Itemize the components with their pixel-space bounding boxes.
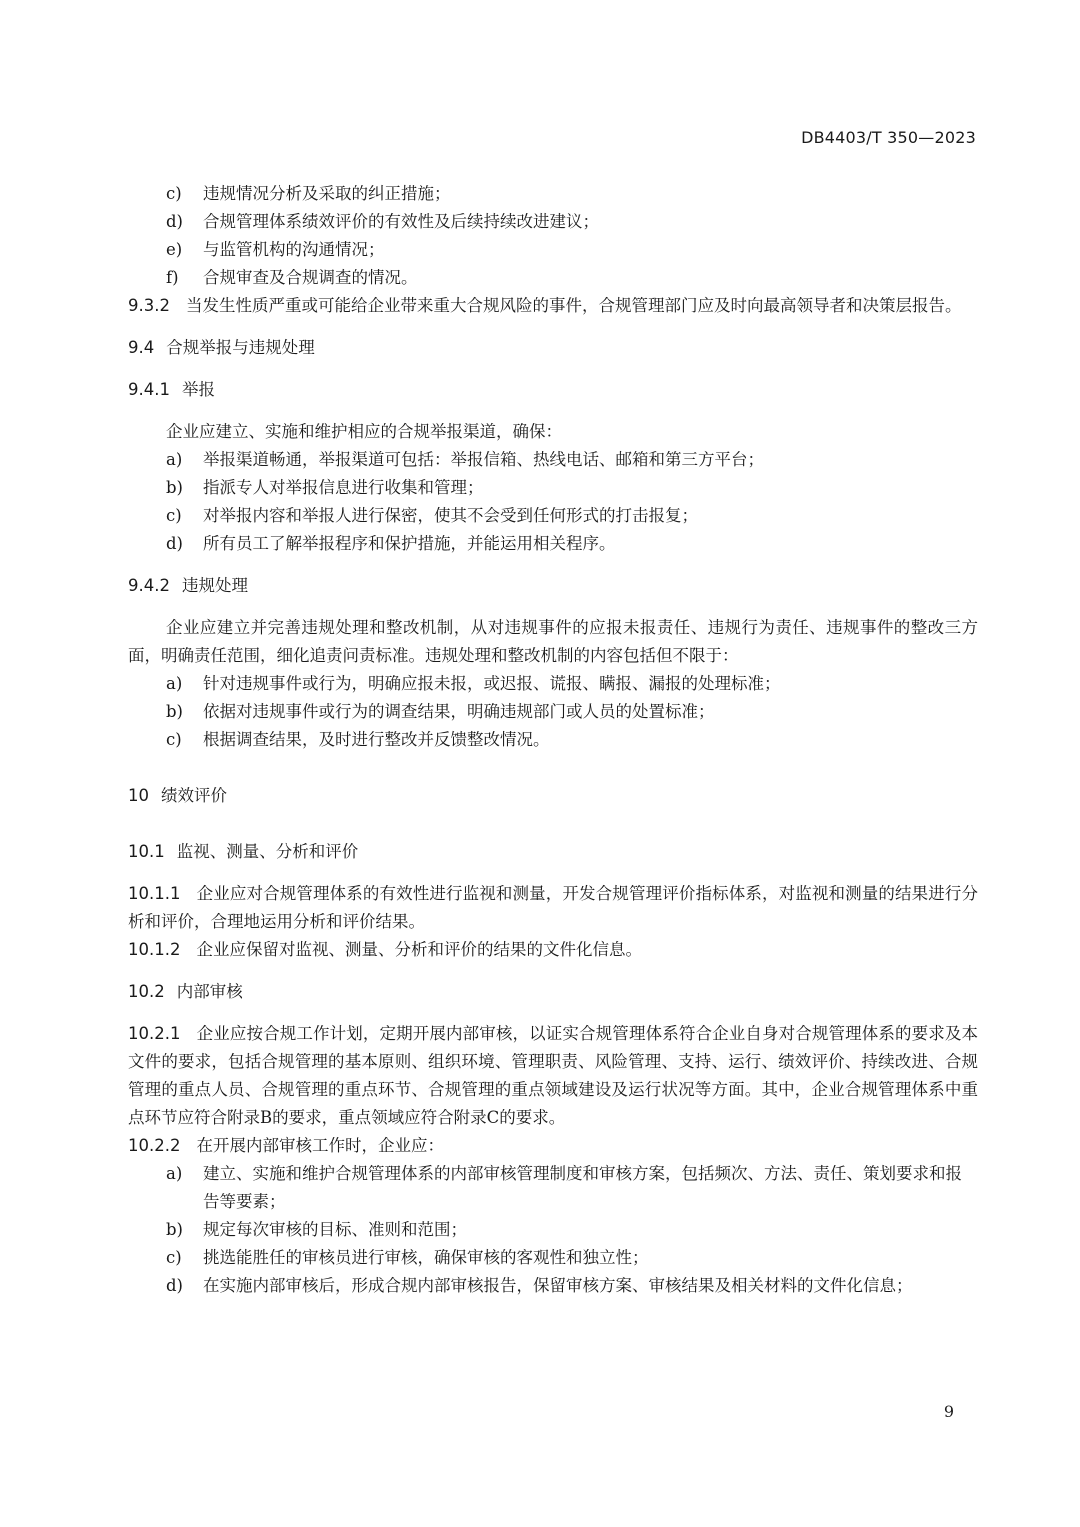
clause-number: 10.1.1 xyxy=(128,884,181,903)
list-item xyxy=(128,1272,978,1300)
clause-number: 9.3.2 xyxy=(128,296,170,315)
clause-text: 在开展内部审核工作时，企业应： xyxy=(196,1136,444,1155)
list-item xyxy=(128,474,978,502)
heading-10 xyxy=(128,782,978,810)
item-text: 依据对违规事件或行为的调查结果，明确违规部门或人员的处置标准； xyxy=(203,702,715,721)
item-label: a) xyxy=(166,450,183,469)
document-id: DB4403/T 350—2023 xyxy=(801,128,976,147)
clause-number: 10.1.2 xyxy=(128,940,181,959)
item-label: d) xyxy=(166,534,183,553)
item-text: 针对违规事件或行为，明确应报未报，或迟报、谎报、瞒报、漏报的处理标准； xyxy=(203,674,781,693)
clause-9-3-2 xyxy=(128,292,978,320)
heading-9-4 xyxy=(128,334,978,362)
heading-number: 9.4.1 xyxy=(128,380,170,399)
clause-10-1-1 xyxy=(128,880,978,936)
item-label: b) xyxy=(166,702,183,721)
item-text: 合规管理体系绩效评价的有效性及后续持续改进建议； xyxy=(203,212,599,231)
heading-number: 10.2 xyxy=(128,982,165,1001)
list-item xyxy=(128,1244,978,1272)
page-number: 9 xyxy=(943,1402,954,1421)
item-label: d) xyxy=(166,1276,183,1295)
clause-number: 10.2.1 xyxy=(128,1024,181,1043)
heading-number: 9.4.2 xyxy=(128,576,170,595)
clause-10-2-2 xyxy=(128,1132,978,1160)
clause-10-2-1 xyxy=(128,1020,978,1132)
item-text: 建立、实施和维护合规管理体系的内部审核管理制度和审核方案，包括频次、方法、责任、策划要求和报告等要素； xyxy=(203,1164,962,1211)
item-label: a) xyxy=(166,674,183,693)
item-text: 指派专人对举报信息进行收集和管理； xyxy=(203,478,484,497)
heading-title: 监视、测量、分析和评价 xyxy=(176,842,359,861)
clause-number: 10.2.2 xyxy=(128,1136,181,1155)
item-text: 挑选能胜任的审核员进行审核，确保审核的客观性和独立性； xyxy=(203,1248,649,1267)
para-9-4-2: 企业应建立并完善违规处理和整改机制，从对违规事件的应报未报责任、违规行为责任、违规事件的整改三方面，明确责任范围，细化追责问责标准。违规处理和整改机制的内容包括但不限于： xyxy=(128,618,978,665)
item-text: 对举报内容和举报人进行保密，使其不会受到任何形式的打击报复； xyxy=(203,506,698,525)
list-9-3-1 xyxy=(128,180,978,292)
item-label: c) xyxy=(166,506,182,525)
item-label: a) xyxy=(166,1164,183,1183)
heading-9-4-2 xyxy=(128,572,978,600)
heading-number: 10.1 xyxy=(128,842,165,861)
list-item xyxy=(128,726,978,754)
item-text: 合规审查及合规调查的情况。 xyxy=(203,268,418,287)
para-9-4-1: 企业应建立、实施和维护相应的合规举报渠道，确保： xyxy=(166,422,562,441)
list-10-2-2 xyxy=(128,1160,978,1300)
clause-text: 当发生性质严重或可能给企业带来重大合规风险的事件，合规管理部门应及时向最高领导者和决策层报告。 xyxy=(185,296,962,315)
list-item xyxy=(128,264,978,292)
list-item xyxy=(128,236,978,264)
heading-number: 10 xyxy=(128,786,149,805)
item-text: 违规情况分析及采取的纠正措施； xyxy=(203,184,451,203)
list-item xyxy=(128,180,978,208)
list-item xyxy=(128,502,978,530)
item-text: 在实施内部审核后，形成合规内部审核报告，保留审核方案、审核结果及相关材料的文件化信息； xyxy=(203,1276,913,1295)
item-label: b) xyxy=(166,478,183,497)
list-9-4-1 xyxy=(128,446,978,558)
list-item xyxy=(128,670,978,698)
item-text: 举报渠道畅通，举报渠道可包括：举报信箱、热线电话、邮箱和第三方平台； xyxy=(203,450,764,469)
item-text: 规定每次审核的目标、准则和范围； xyxy=(203,1220,467,1239)
heading-10-2 xyxy=(128,978,978,1006)
clause-text: 企业应对合规管理体系的有效性进行监视和测量，开发合规管理评价指标体系，对监视和测量的结果进行分析和评价，合理地运用分析和评价结果。 xyxy=(128,884,978,931)
page-content xyxy=(128,180,978,1300)
item-label: f) xyxy=(166,268,179,287)
list-item xyxy=(128,530,978,558)
item-label: d) xyxy=(166,212,183,231)
item-text: 与监管机构的沟通情况； xyxy=(203,240,385,259)
list-item xyxy=(128,208,978,236)
list-item xyxy=(128,1160,978,1216)
clause-10-1-2 xyxy=(128,936,978,964)
heading-title: 违规处理 xyxy=(181,576,248,595)
clause-text: 企业应保留对监视、测量、分析和评价的结果的文件化信息。 xyxy=(196,940,642,959)
item-label: c) xyxy=(166,1248,182,1267)
list-item xyxy=(128,1216,978,1244)
item-text: 根据调查结果，及时进行整改并反馈整改情况。 xyxy=(203,730,550,749)
heading-10-1 xyxy=(128,838,978,866)
item-label: c) xyxy=(166,730,182,749)
list-item xyxy=(128,698,978,726)
heading-title: 内部审核 xyxy=(176,982,243,1001)
heading-9-4-1 xyxy=(128,376,978,404)
heading-title: 绩效评价 xyxy=(161,786,227,805)
item-text: 所有员工了解举报程序和保护措施，并能运用相关程序。 xyxy=(203,534,616,553)
item-label: b) xyxy=(166,1220,183,1239)
item-label: c) xyxy=(166,184,182,203)
list-item xyxy=(128,446,978,474)
heading-title: 合规举报与违规处理 xyxy=(166,338,315,357)
item-label: e) xyxy=(166,240,183,259)
heading-number: 9.4 xyxy=(128,338,155,357)
list-9-4-2 xyxy=(128,670,978,754)
clause-text: 企业应按合规工作计划，定期开展内部审核，以证实合规管理体系符合企业自身对合规管理体系的要求及本文件的要求，包括合规管理的基本原则、组织环境、管理职责、风险管理、支持、运行、绩效评价、持续改进、合规管理的重点人员、合规管理的重点环节、合规管理的重点领域建设及运行状况等方面。其中，企业合规管理体系中重点环节应符合附录B的要求，重点领域应符合附录C的要求。 xyxy=(128,1024,978,1127)
heading-title: 举报 xyxy=(181,380,215,399)
